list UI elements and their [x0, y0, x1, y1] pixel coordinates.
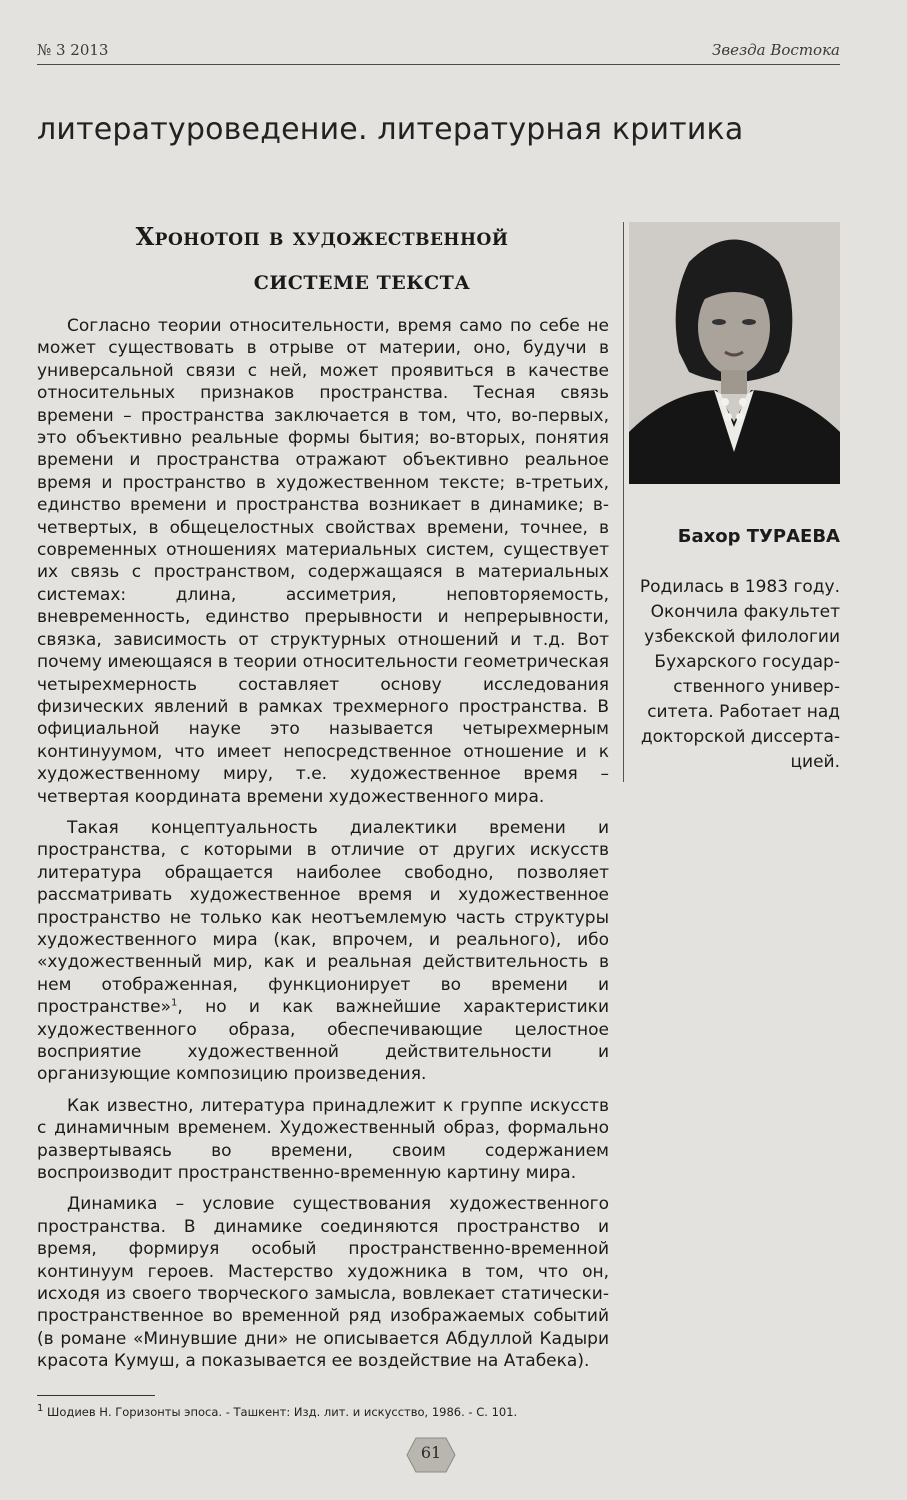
footnote-ref: 1 [171, 997, 178, 1009]
author-bio-line: Родилась в 1983 году. [639, 577, 840, 597]
paragraph-1: Согласно теории относительности, время само по себе не может существовать в отрыве от материи, оно, будучи в универсальной связи с ней, может проявиться в качестве относительных признаков пространства. Тесная связь времени – пространства заключается в том, что, во-первых, это объективно реальные формы бытия; во-вторых, понятия времени и пространства отражают объективно реальное время и пространство в художественном тексте; в-третьих, единство времени и пространства возникает в динамике; в-четвертых, в общецелостных свойствах времени, точнее, в современных отношениях материальных систем, существует их связь с пространством, содержащаяся в материальных системах: длина, ассиметрия, неповторяемость, вневременность, единство прерывности и непрерывности, связка, зависимость от структурных отношений и т.д. Вот почему имеющаяся в теории относительности геометрическая четырехмерность составляет основу исследования физических явлений в рамках трехмерного пространства. В официальной науке это называется четырехмерным континуумом, что имеет непосредственное отношение и к художественному миру, т.е. художественное время – четвертая координата времени художественного мира. [37, 316, 609, 807]
footnote-divider [37, 1395, 155, 1396]
author-bio-line: докторской диссерта- [640, 727, 840, 747]
author-name: Бахор ТУРАЕВА [677, 526, 840, 547]
paragraph-2 [37, 817, 609, 1086]
section-title: литературоведение. литературная критика [37, 112, 744, 147]
author-photo [629, 222, 840, 484]
page-number: 61 [420, 1443, 442, 1462]
author-portrait-image [629, 222, 840, 484]
article-body [37, 315, 609, 1382]
footnote-text: Шодиев Н. Горизонты эпоса. - Ташкент: Изд. лит. и искусство, 1986. - С. 101. [43, 1405, 518, 1419]
paragraph-4: Динамика – условие существования художественного пространства. В динамике соединяются пространство и время, формируя особый пространственно-временной континуум героев. Мастерство художника в том, что он, исходя из своего творческого замысла, вовлекает статически-пространственное во временной ряд изображаемых событий (в романе «Минувшие дни» не описывается Абдуллой Кадыри красота Кумуш, а показывается ее воздействие на Атабека). [37, 1194, 609, 1372]
author-bio-line: узбекской филологии [644, 627, 840, 647]
article-title-line-1: Хронотоп в художественной [135, 222, 509, 251]
paragraph-2-text-a: Такая концептуальность диалектики времени и пространства, с которыми в отличие от других искусств литература обращается наиболее свободно, позволяет рассматривать художественное время и художественное пространство не только как неотъемлемую часть структуры художественного мира (как, впрочем, и реального), ибо «художественный мир, как и реальная действительность в нем отображенная, функционирует во времени и пространстве» [37, 817, 609, 1018]
paragraph-2-text-b: , но и как важнейшие характеристики художественного образа, обеспечивающие целостное восприятие художественной действительности и организующие композицию произведения. [37, 997, 609, 1085]
author-bio-line: Окончила факультет [650, 602, 840, 622]
author-bio [629, 575, 840, 775]
author-bio-line: ситета. Работает над [647, 702, 840, 722]
footnote-number: 1 [37, 1403, 44, 1415]
article-title-line-2: СИСТЕМЕ ТЕКСТА [253, 272, 471, 294]
issue-number: № 3 2013 [37, 41, 109, 59]
journal-name: Звезда Востока [712, 41, 840, 59]
footnote [37, 1405, 609, 1419]
author-bio-line: ственного универ- [673, 677, 840, 697]
running-header [37, 40, 840, 65]
paragraph-3: Как известно, литература принадлежит к группе искусств с динамичным временем. Художественный образ, формально развертываясь во времени, своим содержанием воспроизводит пространственно-временную картину мира. [37, 1095, 609, 1184]
author-bio-line: цией. [790, 752, 840, 772]
column-divider [623, 222, 624, 782]
author-bio-line: Бухарского государ- [654, 652, 840, 672]
